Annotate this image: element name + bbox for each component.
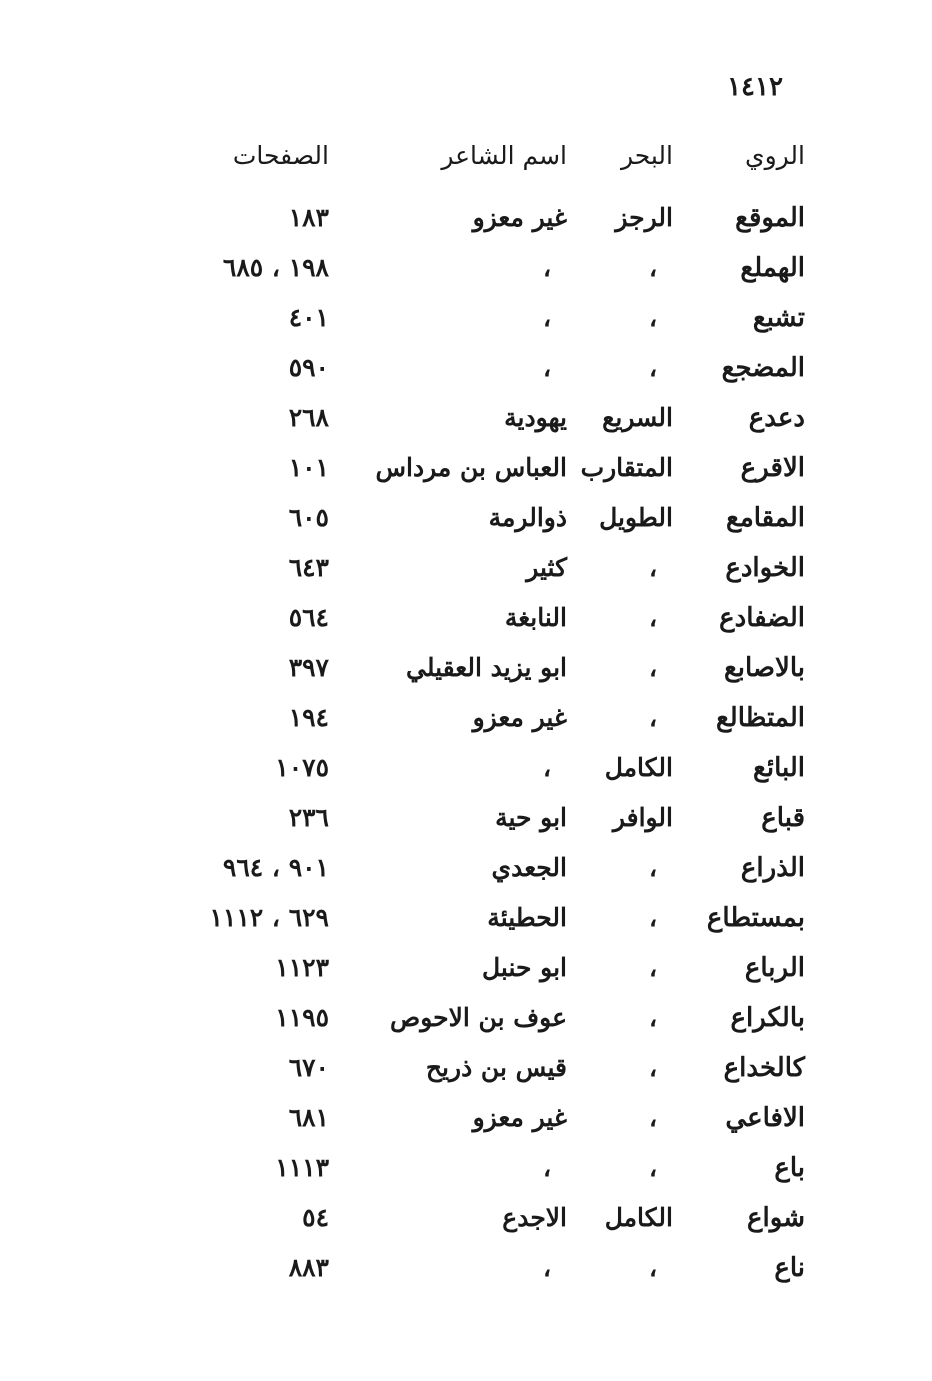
ditto-mark: ، [648,253,658,282]
cell-rawi: الاقرع [740,453,805,483]
cell-pages: ٤٠١ [288,303,329,332]
cell-poet: غير معزو [472,1103,567,1132]
cell-poet: النابغة [504,603,567,632]
cell-poet: العباس بن مرداس [375,453,567,482]
cell-poet: كثير [526,553,567,582]
page-number: ١٤١٢ [727,72,783,102]
cell-pages: ٥٩٠ [288,353,329,382]
ditto-mark: ، [648,1153,658,1182]
cell-bahr [633,850,673,886]
cell-bahr: الطويل [599,503,673,532]
header-pages: الصفحات [232,141,329,170]
cell-rawi: بالكراع [730,1003,805,1033]
cell-rawi: باع [774,1153,805,1183]
cell-bahr: الكامل [604,753,673,782]
cell-rawi: بمستطاع [706,903,805,933]
cell-bahr [633,1150,673,1186]
cell-rawi: الذراع [740,853,805,883]
cell-pages: ٩٠١ ، ٩٦٤ [222,853,329,882]
cell-rawi: قباع [761,803,805,833]
cell-poet: عوف بن الاحوص [390,1003,567,1032]
cell-rawi: المقامع [725,503,805,533]
cell-bahr [633,650,673,686]
cell-poet: ابو حية [495,803,567,832]
cell-bahr [633,1250,673,1286]
cell-bahr [633,550,673,586]
cell-pages: ٦٠٥ [288,503,329,532]
cell-bahr [633,900,673,936]
cell-poet [527,1150,567,1186]
cell-pages: ١٠١ [288,453,329,482]
cell-poet: ابو يزيد العقيلي [406,653,567,682]
cell-poet: قيس بن ذريح [425,1053,567,1082]
cell-bahr: الكامل [604,1203,673,1232]
ditto-mark: ، [648,603,658,632]
ditto-mark: ، [648,953,658,982]
cell-pages: ١١١٣ [275,1153,329,1182]
cell-pages: ٨٨٣ [288,1253,329,1282]
cell-pages: ٢٣٦ [288,803,329,832]
ditto-mark: ، [648,1253,658,1282]
cell-rawi: كالخداع [723,1053,805,1083]
ditto-mark: ، [648,903,658,932]
cell-bahr [633,350,673,386]
cell-poet [527,1250,567,1286]
cell-rawi: بالاصابع [723,653,805,683]
cell-poet: ذوالرمة [488,503,567,532]
ditto-mark: ، [542,353,552,382]
cell-rawi: المضجع [721,353,805,383]
cell-bahr [633,250,673,286]
cell-rawi: الموقع [735,203,805,233]
header-rawi: الروي [745,141,805,170]
cell-pages: ٦٢٩ ، ١١١٢ [209,903,329,932]
cell-rawi: الخوادع [725,553,805,583]
cell-rawi: دعدع [748,403,805,433]
cell-pages: ٥٤ [302,1203,329,1232]
cell-poet: يهودية [504,403,567,432]
cell-poet: غير معزو [472,203,567,232]
cell-poet [527,350,567,386]
cell-poet: غير معزو [472,703,567,732]
ditto-mark: ، [648,653,658,682]
ditto-mark: ، [542,1253,552,1282]
cell-rawi: الرباع [744,953,805,983]
cell-poet [527,250,567,286]
cell-poet: ابو حنبل [482,953,567,982]
ditto-mark: ، [648,853,658,882]
ditto-mark: ، [542,753,552,782]
cell-bahr [633,950,673,986]
cell-rawi: شواع [747,1203,805,1233]
cell-rawi: الضفادع [719,603,805,633]
cell-bahr: الرجز [615,203,673,232]
cell-bahr [633,600,673,636]
cell-pages: ٢٦٨ [288,403,329,432]
ditto-mark: ، [648,1103,658,1132]
cell-pages: ٣٩٧ [288,653,329,682]
cell-rawi: الهملع [740,253,805,283]
ditto-mark: ، [542,253,552,282]
cell-bahr: الوافر [612,803,673,832]
cell-bahr [633,300,673,336]
cell-rawi: البائع [753,753,805,783]
ditto-mark: ، [648,353,658,382]
ditto-mark: ، [648,303,658,332]
cell-poet [527,750,567,786]
cell-poet: الجعدي [491,853,567,882]
cell-bahr [633,700,673,736]
cell-pages: ٦٧٠ [288,1053,329,1082]
ditto-mark: ، [542,303,552,332]
cell-bahr [633,1000,673,1036]
header-bahr: البحر [620,141,673,170]
cell-pages: ١٩٤ [288,703,329,732]
cell-bahr: المتقارب [580,453,673,482]
cell-bahr [633,1050,673,1086]
cell-poet [527,300,567,336]
ditto-mark: ، [648,1003,658,1032]
cell-pages: ١١٢٣ [275,953,329,982]
ditto-mark: ، [542,1153,552,1182]
cell-pages: ١١٩٥ [275,1003,329,1032]
cell-bahr: السريع [602,403,673,432]
cell-rawi: المتظالع [715,703,805,733]
cell-poet: الاجدع [502,1203,567,1232]
cell-pages: ٥٦٤ [288,603,329,632]
cell-rawi: تشبع [752,303,805,333]
cell-pages: ١٠٧٥ [275,753,329,782]
cell-pages: ٦٨١ [288,1103,329,1132]
ditto-mark: ، [648,703,658,732]
header-poet: اسم الشاعر [441,141,567,170]
ditto-mark: ، [648,1053,658,1082]
cell-pages: ١٩٨ ، ٦٨٥ [222,253,329,282]
ditto-mark: ، [648,553,658,582]
cell-bahr [633,1100,673,1136]
cell-pages: ١٨٣ [288,203,329,232]
cell-rawi: ناع [774,1253,805,1283]
cell-pages: ٦٤٣ [288,553,329,582]
cell-poet: الحطيئة [487,903,567,932]
cell-rawi: الافاعي [725,1103,805,1133]
